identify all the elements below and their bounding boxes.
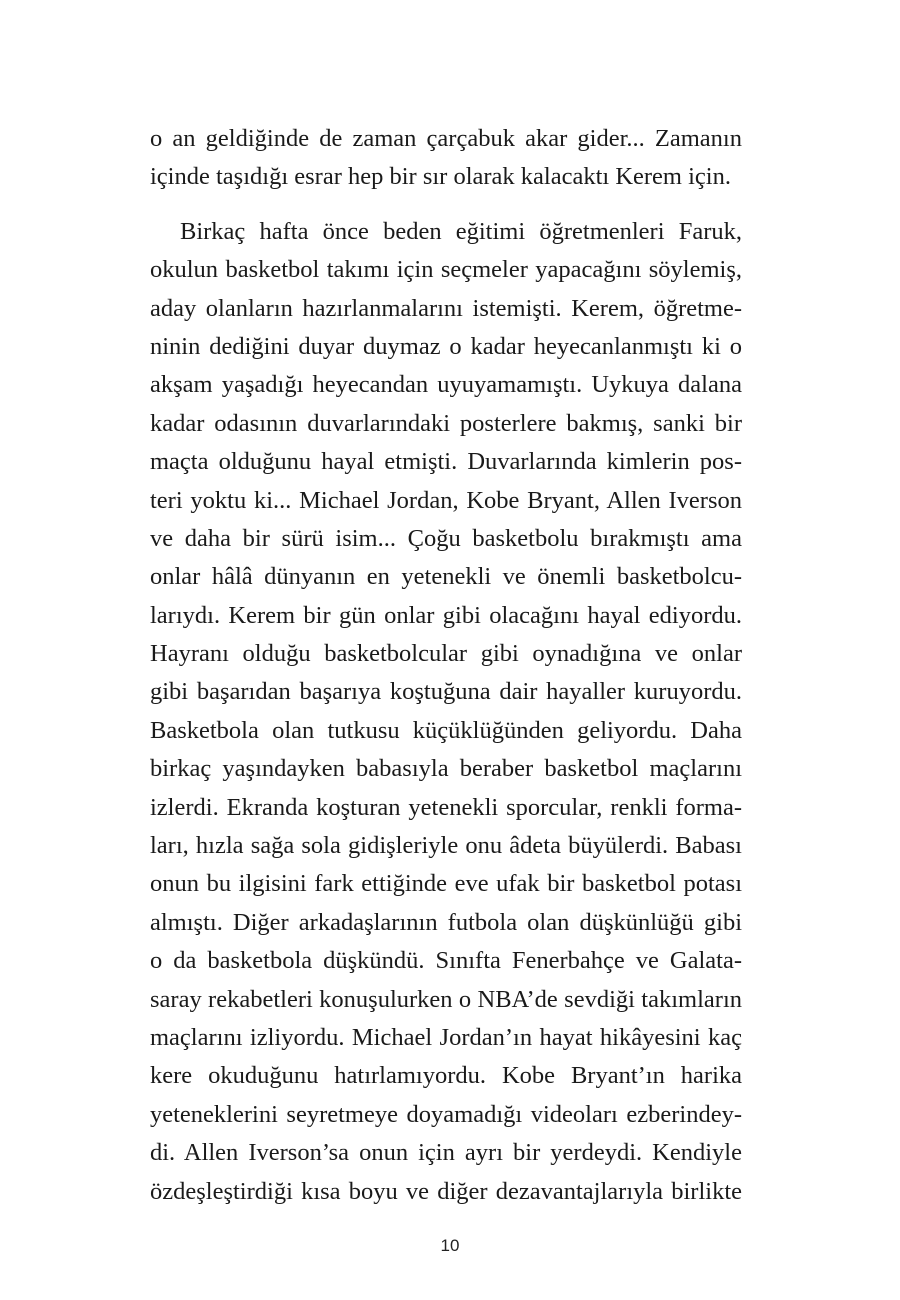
- text-line: ve daha bir sürü isim... Çoğu basketbolu bırakmıştı ama: [150, 524, 742, 552]
- paragraph-2: [150, 213, 742, 1211]
- text-line: onun bu ilgisini fark ettiğinde eve ufak bir basketbol potası: [150, 870, 742, 898]
- text-line: ları, hızla sağa sola gidişleriyle onu âdeta büyülerdi. Babası: [150, 832, 742, 860]
- text-line: o an geldiğinde de zaman çarçabuk akar gider... Zamanın: [150, 125, 742, 152]
- paragraph-1: [150, 120, 742, 197]
- text-line: Hayranı olduğu basketbolcular gibi oynadığına ve onlar: [150, 640, 742, 668]
- body-text: [150, 120, 742, 1211]
- text-line: aday olanların hazırlanmalarını istemişti. Kerem, öğretme-: [150, 294, 742, 322]
- text-line: di. Allen Iverson’sa onun için ayrı bir yerdeydi. Kendiyle: [150, 1139, 742, 1167]
- text-line: maçta olduğunu hayal etmişti. Duvarlarında kimlerin pos-: [150, 448, 742, 476]
- text-line: saray rekabetleri konuşulurken o NBA’de sevdiği takımların: [150, 985, 742, 1013]
- text-line: özdeşleştirdiği kısa boyu ve diğer dezavantajlarıyla birlikte: [150, 1177, 742, 1205]
- text-line: okulun basketbol takımı için seçmeler yapacağını söylemiş,: [150, 256, 742, 284]
- text-line: kere okuduğunu hatırlamıyordu. Kobe Bryant’ın harika: [150, 1062, 742, 1090]
- text-line: teri yoktu ki... Michael Jordan, Kobe Bryant, Allen Iverson: [150, 486, 742, 514]
- text-line: larıydı. Kerem bir gün onlar gibi olacağını hayal ediyordu.: [150, 601, 742, 629]
- text-line: maçlarını izliyordu. Michael Jordan’ın hayat hikâyesini kaç: [150, 1023, 742, 1051]
- text-line: almıştı. Diğer arkadaşlarının futbola olan düşkünlüğü gibi: [150, 908, 742, 936]
- text-line: yeteneklerini seyretmeye doyamadığı videoları ezberindey-: [150, 1100, 742, 1128]
- text-line: birkaç yaşındayken babasıyla beraber basketbol maçlarını: [150, 755, 742, 783]
- text-line: onlar hâlâ dünyanın en yetenekli ve önemli basketbolcu-: [150, 563, 742, 591]
- text-line: ninin dediğini duyar duymaz o kadar heyecanlanmıştı ki o: [150, 332, 742, 360]
- text-line: kadar odasının duvarlarındaki posterlere bakmış, sanki bir: [150, 409, 742, 437]
- text-line: izlerdi. Ekranda koşturan yetenekli sporcular, renkli forma-: [150, 793, 742, 821]
- text-line: o da basketbola düşkündü. Sınıfta Fenerbahçe ve Galata-: [150, 947, 742, 975]
- text-line: içinde taşıdığı esrar hep bir sır olarak kalacaktı Kerem için.: [150, 163, 731, 191]
- text-line: akşam yaşadığı heyecandan uyuyamamıştı. Uykuya dalana: [150, 371, 742, 399]
- text-line: Birkaç hafta önce beden eğitimi öğretmenleri Faruk,: [180, 217, 742, 245]
- text-line: Basketbola olan tutkusu küçüklüğünden geliyordu. Daha: [150, 716, 742, 744]
- page-number: 10: [440, 1236, 460, 1255]
- paragraph-gap: [150, 197, 742, 213]
- text-line: gibi başarıdan başarıya koştuğuna dair hayaller kuruyordu.: [150, 678, 742, 706]
